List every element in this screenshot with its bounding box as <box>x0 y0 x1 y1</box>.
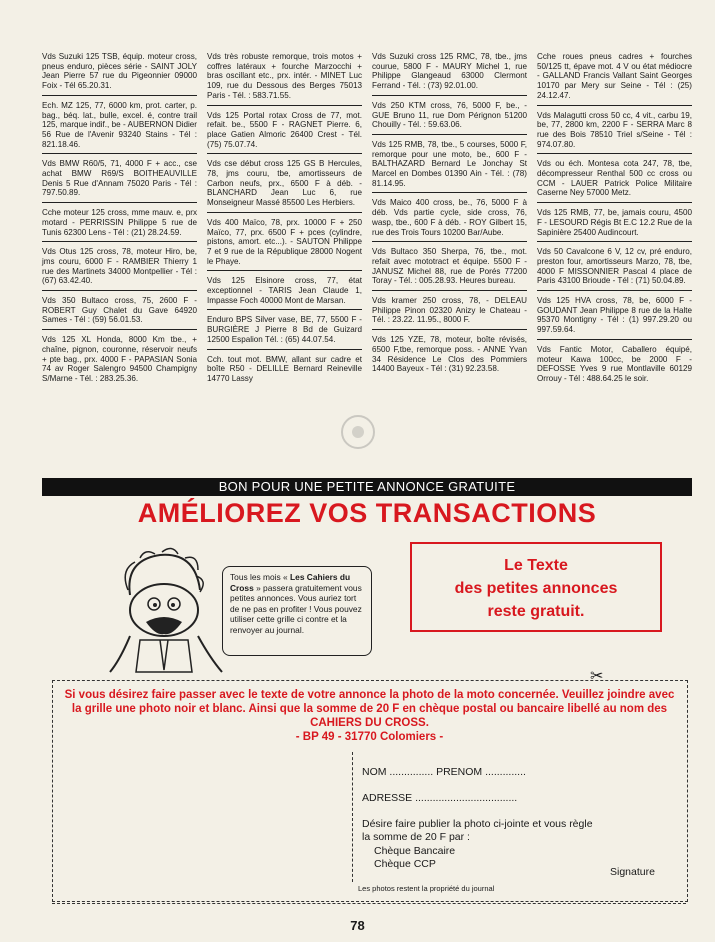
signature-label: Signature <box>610 866 655 878</box>
adresse-field[interactable]: ADRESSE ................................... <box>362 792 518 804</box>
bubble-text-post: » passera gratuitement vous petites annonces. Vous auriez tort de ne pas en profiter ! Vous pouvez utiliser cette grille ci contre et la renvoyer au journal. <box>230 582 362 635</box>
classified-ad: Cche roues pneus cadres + fourches 50/125 tt, épave mot. 4 V ou état médiocre - GALLAND Francis Vallant Saint Georges 10170 par Mery sur Seine - Tél : (25) 24.12.47. <box>537 52 692 106</box>
classified-ad: Vds très robuste remorque, trois motos + coffres latéraux + fourche Marzocchi + bras oscillant etc., prx. intér. - MINET Luc 109, rue du Dessous des Berges 75013 Paris - Tél. : 583.71.55. <box>207 52 362 106</box>
cheque-bancaire-option[interactable]: Chèque Bancaire <box>374 845 456 857</box>
desire-line-1: Désire faire publier la photo ci-jointe et vous règle <box>362 818 593 830</box>
classified-ad: Vds Fantic Motor, Caballero équipé, moteur Kawa 100cc, be 2000 F - DEFOSSE Yves 9 rue Montlaville 60129 Orrouy - Tél : 488.64.25 le soir. <box>537 344 692 383</box>
watermark-logo <box>338 412 378 452</box>
classified-ad: Vds Malagutti cross 50 cc, 4 vit., carbu 19, be, 77, 2800 km, 2200 F - SERRA Marc 8 rue des Bois 78510 Triel s/Seine - Tél : 974.07.80. <box>537 111 692 155</box>
desire-line-2: la somme de 20 F par : <box>362 831 470 843</box>
scissors-icon: ✂ <box>590 668 604 685</box>
classified-ad: Vds 50 Cavalcone 6 V, 12 cv, pré enduro, preston four, amortisseurs Marzo, 78, tbe, 4000 F MISSONNIER Pascal 4 place de Paris 43100 Brioude - Tél : (71) 50.04.89. <box>537 247 692 291</box>
classified-ad: Vds Suzuki 125 TSB, équip. moteur cross, pneus enduro, pièces série - SAINT JOLY Jean Pierre 57 rue du Pigeonnier 09000 Foix - Tél 65.20.31. <box>42 52 197 96</box>
classified-ad: Vds cse début cross 125 GS B Hercules, 78, jms couru, tbe, amortisseurs de Carbon neufs, prx., 6500 F à déb. - BLANCHARD Jean Luc 6, rue Monseigneur Massé 85500 Les Herbiers. <box>207 159 362 213</box>
headline: AMÉLIOREZ VOS TRANSACTIONS <box>137 498 597 528</box>
bubble-text-pre: Tous les mois « <box>230 572 291 582</box>
nom-prenom-field[interactable]: NOM ............... PRENOM .............. <box>362 766 526 778</box>
classified-ad: Vds 400 Maïco, 78, prx. 10000 F + 250 Maïco, 77, prx. 6500 F + pces (cylindre, pistons, amort. etc...). - SAUTON Philippe 7 et 9 rue de la République 28000 Nogent le Phaye. <box>207 218 362 272</box>
speech-bubble <box>222 566 372 656</box>
classified-ad: Vds Otus 125 cross, 78, moteur Hiro, be, jms couru, 6000 F - RAMBIER Thierry 1 rue des Martinets 34000 Montpellier - Tél : (67) 63.42.40. <box>42 247 197 291</box>
classified-ad: Vds ou éch. Montesa cota 247, 78, tbe, décompresseur Renthal 500 cc cross ou CCM - LAUER Patrick Police Militaire Caserne Ney 57000 Metz. <box>537 159 692 203</box>
coupon-cut-line <box>52 903 686 904</box>
classified-ad: Vds 125 RMB, 77, be, jamais couru, 4500 F - LESOURD Régis Bt E.C 12.2 Rue de la Sapinière 25400 Audincourt. <box>537 208 692 242</box>
classified-ad: Vds Suzuki cross 125 RMC, 78, tbe., jms courue, 5800 F - MAURY Michel 1, rue Philippe Glangeaud 63000 Clermont Ferrand - Tél. : (73) 92.01.00. <box>372 52 527 96</box>
classified-ad: Ech. MZ 125, 77, 6000 km, prot. carter, p. bag., béq. lat., bulle, excel. é, contre trail 125, marque indif., be - AUBERNON Didier 56 Rue de l'Avenir 93240 Stains - Tél : 821.18.46. <box>42 101 197 155</box>
classified-ad: Vds 125 Portal rotax Cross de 77, mot. refait. be., 5500 F - RAGNET Pierre. 6, place Gatien Almoric 26400 Crest - Tél. (75) 75.07.74. <box>207 111 362 155</box>
column-3 <box>372 52 527 468</box>
classified-ad: Cche moteur 125 cross, mme mauv. e, prx motard - PERRISSIN Philippe 5 rue de Tunis 62300 Lens - Tél : (21) 28.24.59. <box>42 208 197 242</box>
photo-rights-note: Les photos restent la propriété du journal <box>358 884 495 893</box>
classified-ad: Vds 125 HVA cross, 78, be, 6000 F - GOUDANT Jean Philippe 8 rue de la Halte 95370 Montigny - Tél : (1) 997.29.20 ou 997.59.64. <box>537 296 692 340</box>
cartoon-illustration <box>100 540 230 675</box>
free-text-line: Le Texte <box>504 557 568 574</box>
classified-ad: Cch. tout mot. BMW, allant sur cadre et boîte R50 - DELILLE Bernard Reineville 14770 Lassy <box>207 354 362 383</box>
cheque-ccp-option[interactable]: Chèque CCP <box>374 858 436 870</box>
classified-columns <box>42 52 692 468</box>
instructions-text: Si vous désirez faire passer avec le texte de votre annonce la photo de la moto concernée. Veuillez joindre avec la grille une photo noir et blanc. Ainsi que la somme de 20 F en chèque postal ou bancaire libellé au nom des CAHIERS DU CROSS. <box>64 689 675 729</box>
free-text-box <box>410 542 662 632</box>
classified-ad: Vds 125 XL Honda, 8000 Km tbe., + chaîne, pignon, couronne, réservoir neufs + pte bag., prx. 4000 F - PAPASIAN Sonia 74 av Roger Salengro 94500 Champigny S/Marne - Tél. : 283.25.36. <box>42 335 197 383</box>
mailing-address: - BP 49 - 31770 Colomiers - <box>295 731 444 743</box>
bubble-text-bold: Les Cahiers du Cross <box>230 572 351 593</box>
classified-ad: Vds 125 RMB, 78, tbe., 5 courses, 5000 F, remorque pour une moto, be., 600 F - BALTHAZARD Bernard Le Jonchay St Marcel en Dombes 01390 Ain - Tél. : (78) 81.14.95. <box>372 140 527 194</box>
column-2 <box>207 52 362 468</box>
column-1 <box>42 52 197 468</box>
classified-ad: Vds 250 KTM cross, 76, 5000 F, be., - GUE Bruno 11, rue Dom Pérignon 51200 Chouilly - Tél. : 59.63.06. <box>372 101 527 135</box>
classified-ad: Vds 125 YZE, 78, moteur, boîte révisés, 6500 F,tbe, remorque poss. - ANNE Yvan 34 Résidence Le Clos des Pommiers 14400 Bayeux - Tél : (31) 92.23.58. <box>372 335 527 374</box>
classified-ad: Vds 350 Bultaco cross, 75, 2600 F - ROBERT Guy Chalet du Gave 64920 Sames - Tél : (59) 56.01.53. <box>42 296 197 330</box>
classified-ad: Vds Maico 400 cross, be., 76, 5000 F à déb. Vds partie cycle, side cross, 76, wasp, tbe., 600 F à déb. - ROY Gilbert 15, rue des Trois Tours 10200 Bar/Aube. <box>372 198 527 242</box>
classified-ad: Vds 125 Elsinore cross, 77, état exceptionnel - TARIS Jean Claude 1, Impasse Foch 40000 Mont de Marsan. <box>207 276 362 310</box>
photo-instructions <box>62 688 677 744</box>
classified-ad: Enduro BPS Silver vase, BE, 77, 5500 F - BURGIÈRE J Pierre 8 Bd de Guizard 12500 Espalion Tél. : (65) 44.07.54. <box>207 315 362 349</box>
column-4 <box>537 52 692 468</box>
classified-ad: Vds Bultaco 350 Sherpa, 76, tbe., mot. refait avec mototract et équipe. 5500 F - JANUSZ Michel 88, rue de Porés 77200 Toray - Tél. : 005.28.93. Heures bureau. <box>372 247 527 291</box>
page-number: 78 <box>350 918 365 933</box>
free-text-line: reste gratuit. <box>487 603 585 620</box>
classified-ad: Vds kramer 250 cross, 78, - DELEAU Philippe Pinon 02320 Anizy le Chateau - Tél. : 23.22. 11.95., 8000 F. <box>372 296 527 330</box>
free-text-line: des petites annonces <box>454 580 618 597</box>
classified-ad: Vds BMW R60/5, 71, 4000 F + acc., cse achat BMW R69/S BOITHEAUVILLE Denis 5 Rue d'Annam 75020 Paris - Tél : 797.50.89. <box>42 159 197 203</box>
free-ad-banner: BON POUR UNE PETITE ANNONCE GRATUITE <box>42 478 692 496</box>
